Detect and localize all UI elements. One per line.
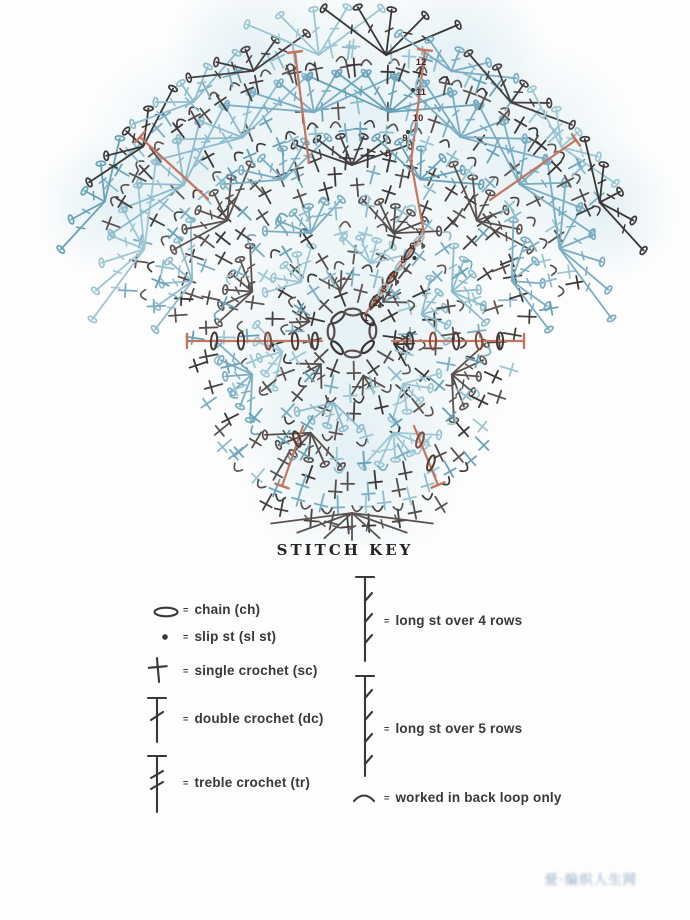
round-number: 4 [390, 270, 396, 281]
round-number: 11 [415, 87, 427, 98]
long-stitch-4-icon [352, 573, 378, 665]
legend-label: long st over 4 rows [395, 613, 523, 628]
long-stitch-5-icon [352, 672, 378, 780]
equals-sign: = [384, 616, 390, 626]
equals-sign: = [183, 605, 189, 615]
round-number: 10 [412, 113, 424, 124]
single-crochet-icon [144, 655, 172, 685]
legend-label: worked in back loop only [395, 790, 562, 805]
treble-crochet-icon [145, 751, 169, 815]
watermark: 爱·编织人生网 [544, 872, 638, 887]
round-number: 7 [417, 227, 423, 238]
round-number: 6 [409, 241, 415, 252]
legend-label: double crochet (dc) [194, 711, 324, 726]
legend-label: slip st (sl st) [194, 629, 277, 644]
legend-label: treble crochet (tr) [194, 775, 311, 790]
legend-item-backloop [384, 790, 562, 805]
chain-icon [149, 604, 183, 620]
legend-item-long5 [384, 721, 522, 736]
double-crochet-icon [145, 693, 169, 745]
equals-sign: = [384, 724, 390, 734]
round-number: 1 [363, 313, 369, 324]
equals-sign: = [384, 793, 390, 803]
equals-sign: = [183, 666, 189, 676]
legend-item-dc [183, 711, 324, 726]
legend-item-sc [183, 663, 318, 678]
round-number: 12 [415, 57, 427, 68]
round-number: 8 [385, 148, 391, 159]
equals-sign: = [183, 714, 189, 724]
round-number: 5 [400, 255, 406, 266]
legend-label: chain (ch) [194, 602, 261, 617]
legend-label: long st over 5 rows [395, 721, 523, 736]
round-number: 3 [381, 284, 387, 295]
legend-item-long4 [384, 613, 522, 628]
slip-stitch-icon [159, 631, 171, 643]
legend-item-tr [183, 775, 310, 790]
equals-sign: = [183, 778, 189, 788]
legend-label: single crochet (sc) [194, 663, 318, 678]
legend-item-chain [183, 602, 260, 617]
round-number: 2 [372, 298, 378, 309]
round-number: 9 [402, 133, 408, 144]
back-loop-icon [350, 789, 378, 805]
legend-item-slip [183, 629, 276, 644]
equals-sign: = [183, 632, 189, 642]
stitch-key-title: STITCH KEY [276, 541, 414, 559]
